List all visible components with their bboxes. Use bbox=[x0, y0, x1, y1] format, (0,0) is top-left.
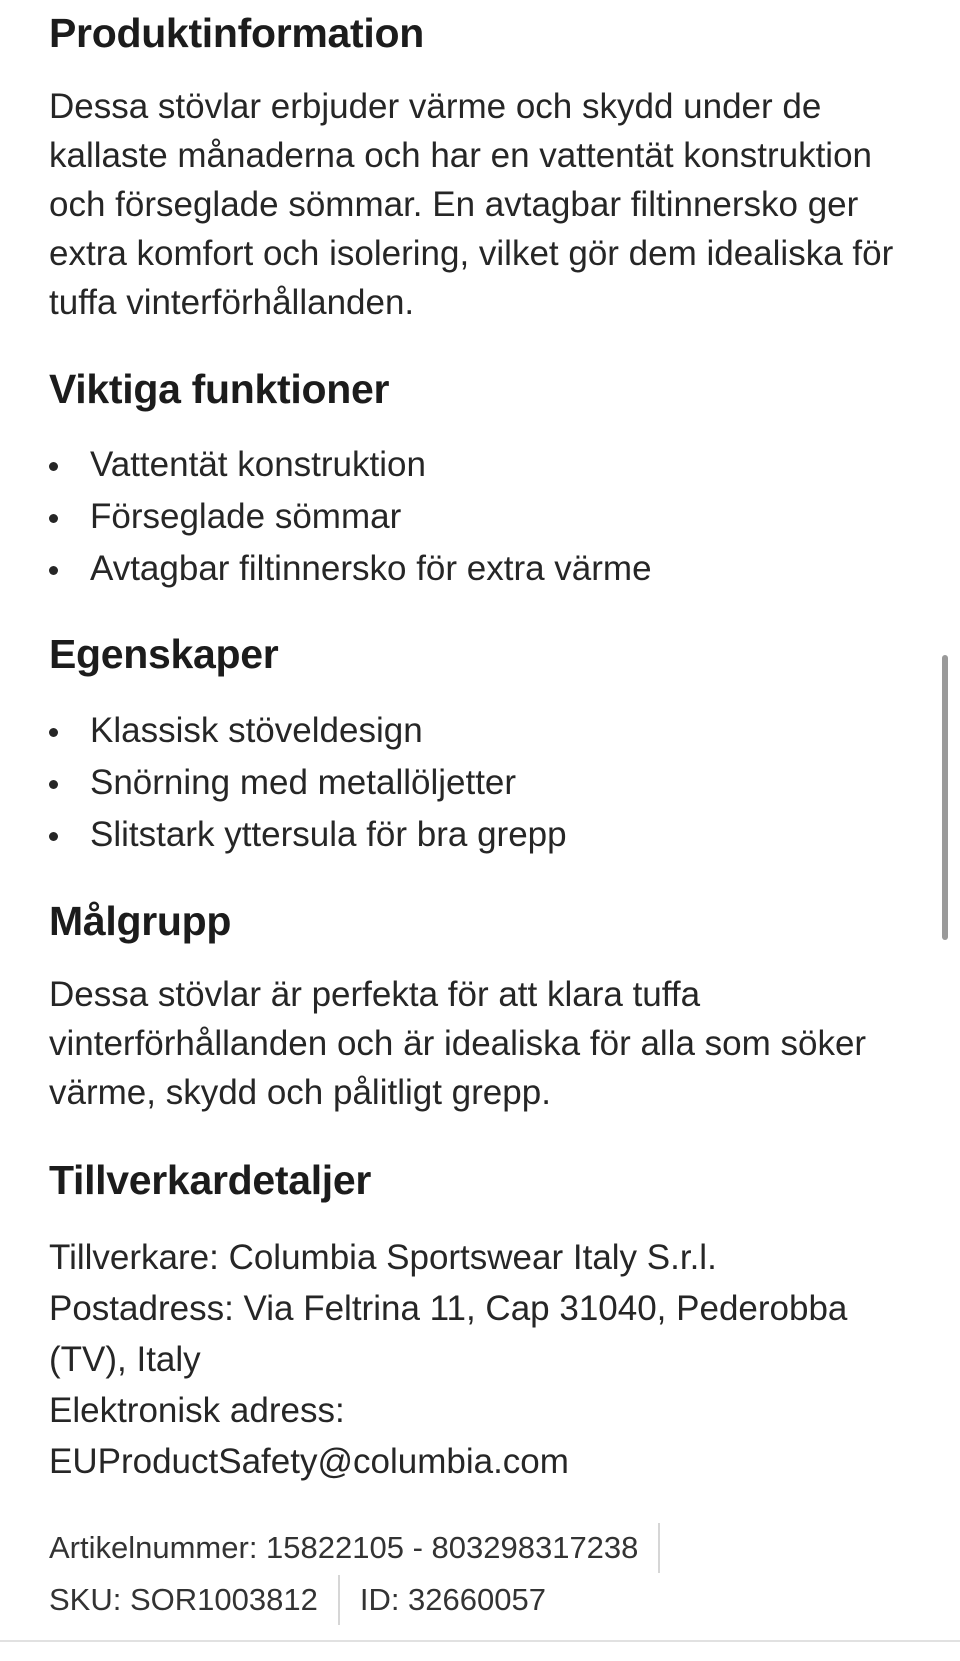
divider bbox=[0, 1640, 960, 1642]
list-item: Avtagbar filtinnersko för extra värme bbox=[49, 543, 652, 595]
postal-address: Postadress: Via Feltrina 11, Cap 31040, Pederobba (TV), Italy bbox=[49, 1289, 848, 1379]
divider bbox=[338, 1575, 340, 1625]
manufacturer-details bbox=[49, 1232, 899, 1487]
sku-id-row bbox=[49, 1575, 546, 1625]
article-number-row bbox=[49, 1523, 680, 1573]
list-item: Förseglade sömmar bbox=[49, 491, 652, 543]
properties-list bbox=[49, 705, 567, 861]
target-group-heading: Målgrupp bbox=[49, 898, 232, 944]
list-item: Slitstark yttersula för bra grepp bbox=[49, 809, 567, 861]
target-group-text: Dessa stövlar är perfekta för att klara tuffa vinterförhållanden och är idealiska för alla som söker värme, skydd och pålitligt grepp. bbox=[49, 975, 867, 1112]
properties-heading: Egenskaper bbox=[49, 631, 279, 677]
key-features-heading: Viktiga funktioner bbox=[49, 366, 390, 412]
scrollbar[interactable] bbox=[942, 655, 948, 940]
list-item: Klassisk stöveldesign bbox=[49, 705, 567, 757]
product-info-text: Dessa stövlar erbjuder värme och skydd under de kallaste månaderna och har en vattentät konstruktion och förseglade sömmar. En avtagbar filtinnersko ger extra komfort och isolering, vilket gör dem idealiska för tuffa vinterförhållanden. bbox=[49, 87, 894, 322]
electronic-address-label: Elektronisk adress: bbox=[49, 1391, 345, 1430]
manufacturer-heading: Tillverkardetaljer bbox=[49, 1157, 372, 1203]
product-info-heading: Produktinformation bbox=[49, 10, 424, 56]
key-features-list bbox=[49, 439, 652, 595]
manufacturer-name: Tillverkare: Columbia Sportswear Italy S.r.l. bbox=[49, 1238, 717, 1277]
list-item: Snörning med metallöljetter bbox=[49, 757, 567, 809]
list-item: Vattentät konstruktion bbox=[49, 439, 652, 491]
product-id: ID: 32660057 bbox=[359, 1582, 546, 1617]
divider bbox=[658, 1523, 660, 1573]
article-number: Artikelnummer: 15822105 - 803298317238 bbox=[49, 1530, 639, 1565]
sku: SKU: SOR1003812 bbox=[49, 1582, 318, 1617]
manufacturer-email: EUProductSafety@columbia.com bbox=[49, 1442, 569, 1481]
